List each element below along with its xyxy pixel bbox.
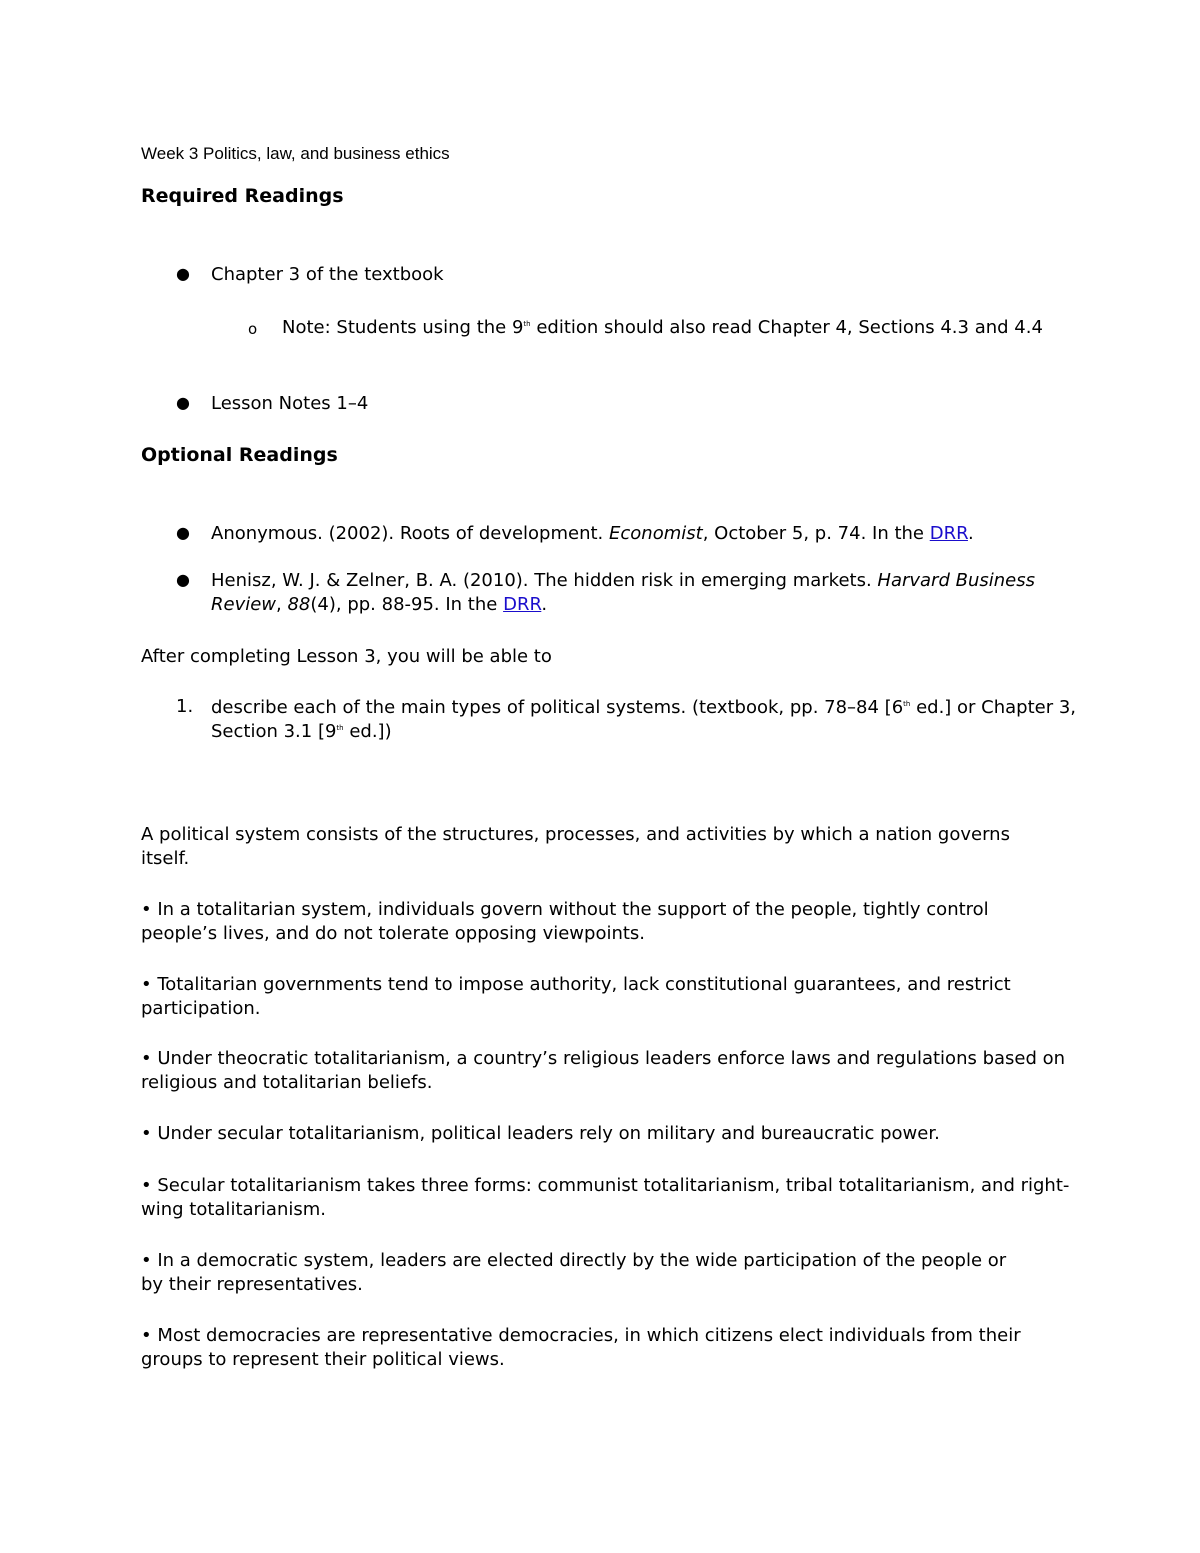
objective-item [211, 696, 1081, 744]
bullet-marker: ● [176, 570, 190, 589]
journal-title: Harvard Business Review [211, 570, 1035, 615]
body-paragraph: • Secular totalitarianism takes three forms: communist totalitarianism, tribal totalitarianism, and right-wing totalitarianism. [141, 1175, 1070, 1220]
bullet-marker: ● [176, 393, 190, 412]
note-text-end: edition should also read Chapter 4, Sections 4.3 and 4.4 [530, 317, 1043, 338]
objective-superscript: th [903, 700, 911, 708]
objective-text: describe each of the main types of political systems. (textbook, pp. 78–84 [6 [211, 697, 904, 718]
body-paragraph: • Under theocratic totalitarianism, a country’s religious leaders enforce laws and regulations based on religious and totalitarian beliefs. [141, 1048, 1066, 1093]
objective-text: ed.] or Chapter 3, Section 3.1 [9 [211, 697, 1077, 742]
body-paragraph: • Totalitarian governments tend to impose authority, lack constitutional guarantees, and restrict participation. [141, 974, 1011, 1019]
citation-text: , [276, 594, 288, 615]
body-paragraph: • Most democracies are representative democracies, in which citizens elect individuals from their groups to represent their political views. [141, 1325, 1021, 1370]
journal-title: Economist [609, 523, 703, 544]
objective-superscript: th [336, 724, 344, 732]
citation-end: . [541, 594, 548, 615]
optional-reading-item [211, 522, 991, 546]
body-paragraph: A political system consists of the structures, processes, and activities by which a nation governs itself. [141, 824, 1010, 869]
journal-volume: 88 [287, 594, 311, 615]
citation-text: Henisz, W. J. & Zelner, B. A. (2010). The hidden risk in emerging markets. [211, 570, 878, 591]
body-paragraph: • In a totalitarian system, individuals govern without the support of the people, tightly control people’s lives, and do not tolerate opposing viewpoints. [141, 899, 989, 944]
bullet-marker: ● [176, 264, 190, 283]
citation-text: , October 5, p. 74. In the [702, 523, 930, 544]
body-paragraph: • In a democratic system, leaders are elected directly by the wide participation of the people or by their representatives. [141, 1250, 1007, 1295]
sub-bullet-marker: o [248, 320, 258, 338]
citation-text: (4), pp. 88-95. In the [310, 594, 504, 615]
note-text-start: Note: Students using the 9 [282, 317, 524, 338]
drr-link[interactable]: DRR [929, 523, 968, 544]
objectives-intro: After completing Lesson 3, you will be able to [141, 646, 552, 667]
document-title: Week 3 Politics, law, and business ethics [141, 144, 450, 163]
required-readings-heading: Required Readings [141, 185, 344, 207]
note-superscript: th [523, 320, 531, 328]
bullet-marker: ● [176, 523, 190, 542]
optional-reading-item [211, 569, 1061, 617]
drr-link[interactable]: DRR [503, 594, 542, 615]
citation-text: Anonymous. (2002). Roots of development. [211, 523, 610, 544]
required-reading-item: Chapter 3 of the textbook [211, 264, 444, 285]
optional-readings-heading: Optional Readings [141, 444, 338, 466]
objective-text: ed.]) [343, 721, 392, 742]
list-number: 1. [176, 696, 194, 717]
required-reading-item: Lesson Notes 1–4 [211, 393, 369, 414]
required-reading-note [282, 315, 1082, 340]
citation-end: . [967, 523, 974, 544]
body-paragraph: • Under secular totalitarianism, political leaders rely on military and bureaucratic power. [141, 1123, 940, 1144]
